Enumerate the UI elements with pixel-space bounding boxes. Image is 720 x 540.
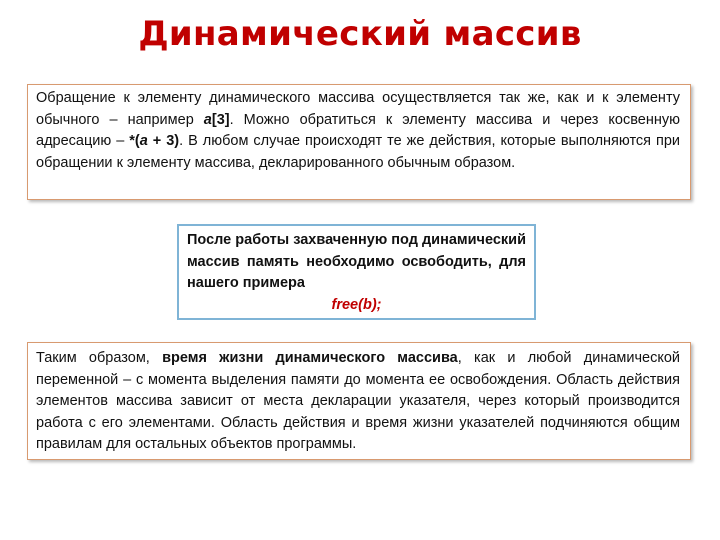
note-text: После работы захваченную под динамический массив память необходимо освободить, для нашего примера [187,232,526,291]
conclusion-text-2: , как и любой динамической переменной – с момента выделения памяти до момента ее освобождения. Область действия элементов массива зависит от места декларации указателя, через который производится работа с его элементами. Область действия и время жизни указателей подчиняются общим правилам для остальных объектов программы. [36,350,681,452]
free-call-arg: b [362,296,372,313]
intro-text-1: Обращение к элементу динамического массива осуществляется так же, как и к элементу обычного – например [36,90,680,128]
free-memory-note-box [177,224,536,320]
conclusion-bold-phrase: время жизни динамического массива [162,350,458,366]
intro-text-3: . В любом случае происходят те же действия, которые выполняются при обращении к элементу массива, декларированного обычным образом. [36,133,681,171]
intro-text-2: . Можно обратиться к элементу массива и через косвенную адресацию – [36,111,680,149]
page-title: Динамический массив [138,14,582,54]
intro-paragraph-box [27,84,691,200]
free-call-close: ); [371,296,382,313]
code-deref-offset: + 3) [147,133,180,149]
code-array-index: [3] [211,111,230,128]
code-deref-open: *( [129,133,140,149]
code-array-name: a [203,111,212,128]
conclusion-text-1: Таким образом, [36,350,163,366]
code-deref-name: a [139,133,148,149]
free-call-line [187,295,526,317]
conclusion-paragraph-box [27,342,691,460]
free-call-open: free( [331,296,363,313]
